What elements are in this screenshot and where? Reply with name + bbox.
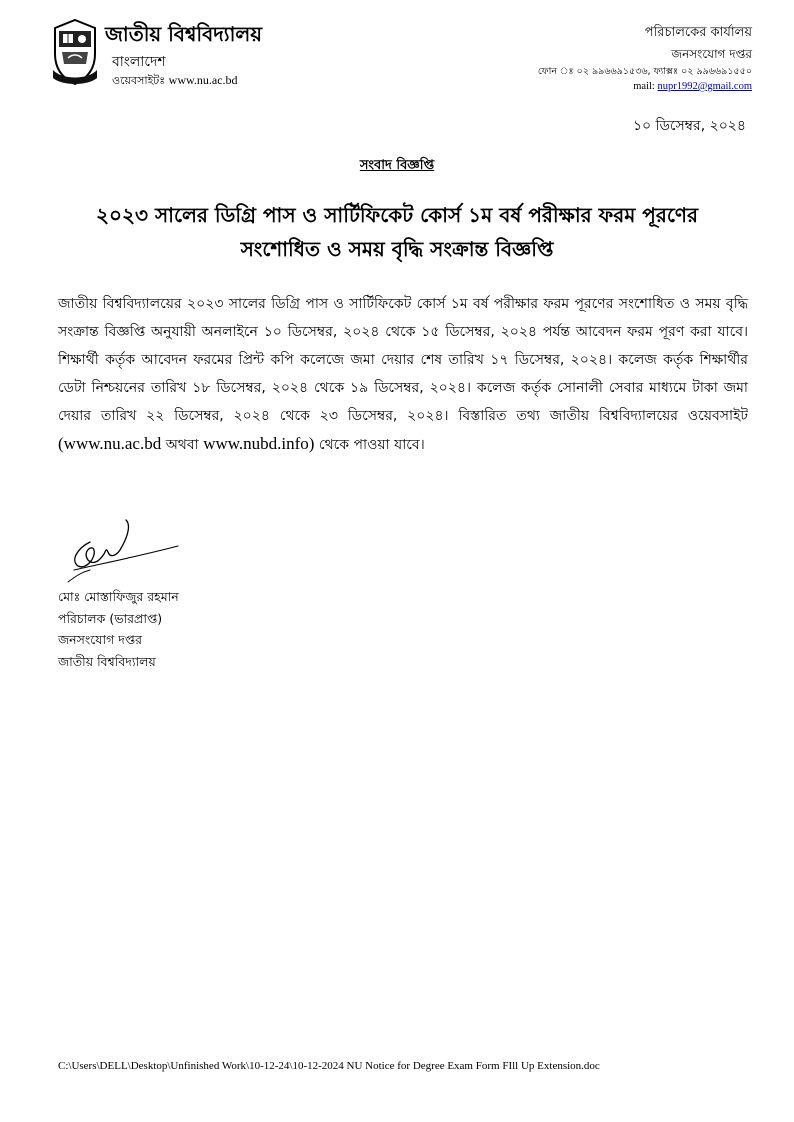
body-url-2: www.nubd.info) bbox=[203, 434, 315, 453]
signatory-title: পরিচালক (ভারপ্রাপ্ত) bbox=[58, 610, 163, 626]
university-website bbox=[112, 72, 238, 91]
body-end-text: থেকে পাওয়া যাবে। bbox=[318, 437, 425, 453]
office-name: পরিচালকের কার্যালয় bbox=[644, 25, 752, 40]
signature bbox=[60, 512, 185, 584]
body-main-text: জাতীয় বিশ্ববিদ্যালয়ের ২০২৩ সালের ডিগ্রি পাস ও সার্টিফিকেট কোর্স ১ম বর্ষ পরীক্ষার ফরম পূরণের সংশোধিত ও সময় বৃদ্ধি সংক্রান্ত বিজ্ঞপ্তি অনুযায়ী অনলাইনে ১০ ডিসেম্বর, ২০২৪ থেকে ১৫ ডিসেম্বর, ২০২৪ পর্যন্ত আবেদন ফরম পূরণ করা যাবে। শিক্ষার্থী কর্তৃক আবেদন ফরমের প্রিন্ট কপি কলেজে জমা দেয়ার শেষ তারিখ ১৭ ডিসেম্বর, ২০২৪। কলেজ কর্তৃক শিক্ষার্থীর ডেটা নিশ্চয়নের তারিখ ১৮ ডিসেম্বর, ২০২৪ থেকে ১৯ ডিসেম্বর, ২০২৪। কলেজ কর্তৃক সোনালী সেবার মাধ্যমে টাকা জমা দেয়ার তারিখ ২২ ডিসেম্বর, ২০২৪ থেকে ২৩ ডিসেম্বর, ২০২৪। বিস্তারিত তথ্য জাতীয় বিশ্ববিদ্যালয়ের ওয়েবসাইট bbox=[58, 296, 748, 424]
document-file-path: C:\Users\DELL\Desktop\Unfinished Work\10-12-24\10-12-2024 NU Notice for Degree Exam Form FIll Up Extension.doc bbox=[58, 1060, 600, 1072]
mail-address-link[interactable]: nupr1992@gmail.com bbox=[657, 81, 752, 92]
office-department: জনসংযোগ দপ্তর bbox=[671, 47, 752, 61]
signatory-block bbox=[58, 586, 179, 672]
office-mail bbox=[538, 80, 752, 94]
body-url-1: (www.nu.ac.bd bbox=[58, 434, 162, 453]
signatory-department: জনসংযোগ দপ্তর bbox=[58, 632, 143, 647]
subject-label: সংবাদ বিজ্ঞপ্তি bbox=[359, 158, 435, 173]
university-name: জাতীয় বিশ্ববিদ্যালয় bbox=[105, 22, 263, 46]
notice-date: ১০ ডিসেম্বর, ২০২৪ bbox=[632, 118, 746, 134]
office-contact-block bbox=[538, 22, 752, 94]
body-conjunction: অথবা bbox=[165, 437, 199, 453]
signatory-name: মোঃ মোস্তাফিজুর রহমান bbox=[58, 589, 179, 604]
signatory-organization: জাতীয় বিশ্ববিদ্যালয় bbox=[58, 653, 156, 669]
heading-line-1: ২০২৩ সালের ডিগ্রি পাস ও সার্টিফিকেট কোর্স ১ম বর্ষ পরীক্ষার ফরম পূরণের bbox=[95, 203, 698, 227]
mail-label: mail: bbox=[633, 81, 655, 92]
website-url: www.nu.ac.bd bbox=[168, 73, 238, 87]
university-country: বাংলাদেশ bbox=[112, 54, 166, 70]
notice-heading bbox=[40, 198, 754, 266]
heading-line-2: সংশোধিত ও সময় বৃদ্ধি সংক্রান্ত বিজ্ঞপ্তি bbox=[240, 237, 554, 261]
website-label: ওয়েবসাইটঃ bbox=[112, 74, 166, 87]
university-logo bbox=[50, 18, 100, 88]
office-phone: ফোন ঃ ০২ ৯৯৬৬৯১৫৩৬, ফ্যাক্সঃ ০২ ৯৯৬৬৯১৫৫০ bbox=[537, 66, 752, 77]
notice-body bbox=[58, 290, 748, 459]
